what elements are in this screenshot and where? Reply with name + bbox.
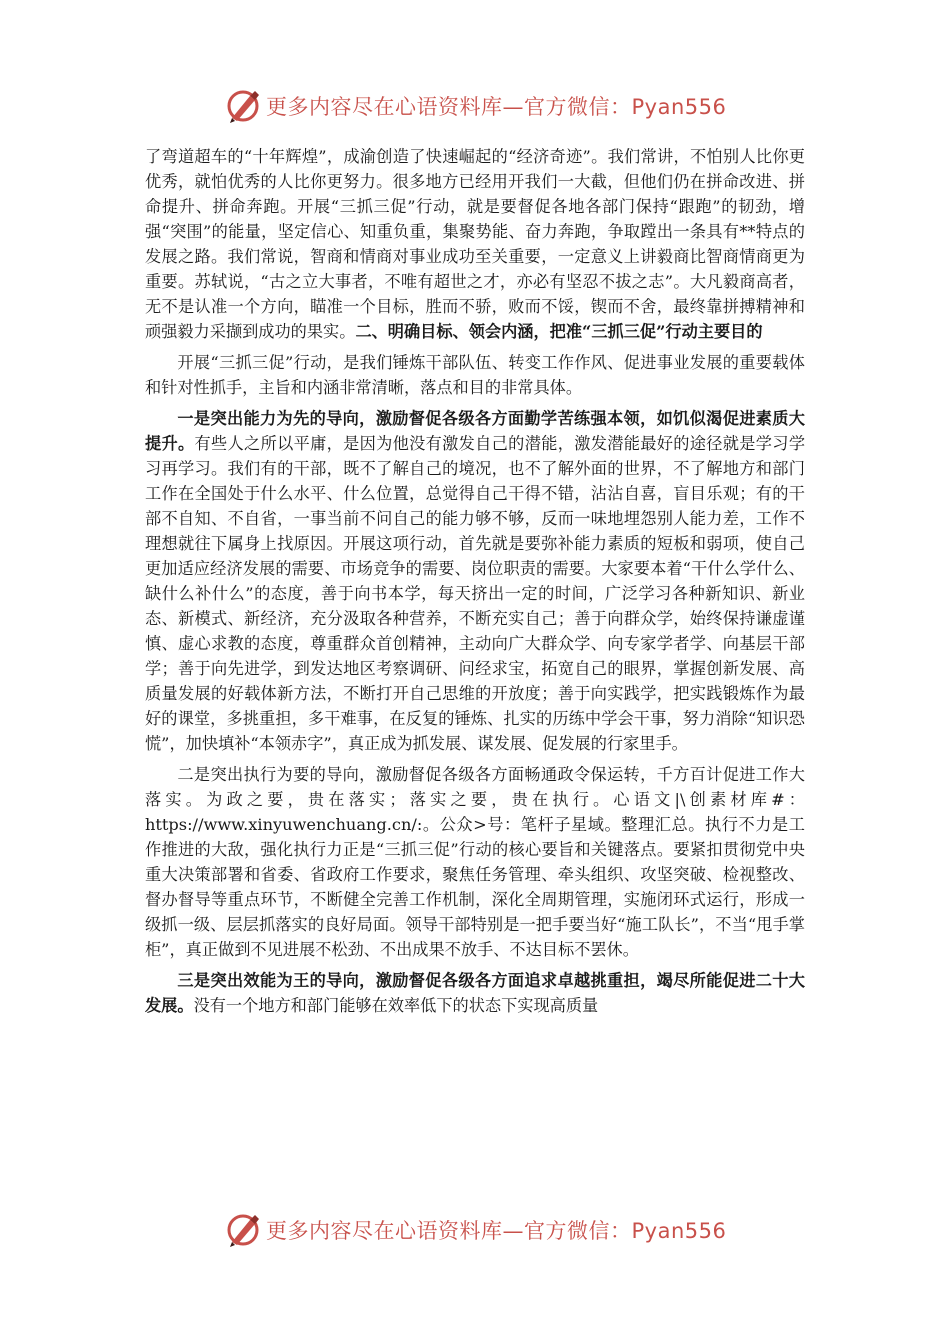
document-body (145, 144, 805, 1024)
footer-banner (0, 1208, 950, 1252)
paragraph-1 (145, 144, 805, 344)
banner-text: 更多内容尽在心语资料库—官方微信：Pyan556 (266, 95, 727, 119)
point-1-heading: 一是突出能力为先的导向，激励督促各级各方面勤学苦练强本领，如饥似渴促进素质大提升。 (145, 409, 805, 453)
paragraph-2: 开展“三抓三促”行动，是我们锤炼干部队伍、转变工作作风、促进事业发展的重要载体和针对性抓手，主旨和内涵非常清晰，落点和目的非常具体。 (145, 353, 805, 397)
header-banner (0, 84, 950, 128)
paragraph-4: 二是突出执行为要的导向，激励督促各级各方面畅通政令保运转，千方百计促进工作大落实。为政之要，贵在落实；落实之要，贵在执行。心语文|\创素材库#：https://www.xinyuwenchuang.cn/:。公众>号：笔杆子星域。整理汇总。执行不力是工作推进的大敌，强化执行力正是“三抓三促”行动的核心要旨和关键落点。要紧扣贯彻党中央重大决策部署和省委、省政府工作要求，聚焦任务管理、牵头组织、攻坚突破、检视整改、督办督导等重点环节，不断健全完善工作机制，深化全周期管理，实施闭环式运行，形成一级抓一级、层层抓落实的良好局面。领导干部特别是一把手要当好“施工队长”，不当“甩手掌柜”，真正做到不见进展不松劲、不出成果不放手、不达目标不罢休。 (145, 765, 805, 959)
paragraph-3-text: 有些人之所以平庸，是因为他没有激发自己的潜能，激发潜能最好的途径就是学习学习再学习。我们有的干部，既不了解自己的境况，也不了解外面的世界，不了解地方和部门工作在全国处于什么水平、什么位置，总觉得自己干得不错，沾沾自喜，盲目乐观；有的干部不自知、不自省，一事当前不问自己的能力够不够，反而一味地埋怨别人能力差，工作不理想就往下属身上找原因。开展这项行动，首先就是要弥补能力素质的短板和弱项，使自己更加适应经济发展的需要、市场竞争的需要、岗位职责的需要。大家要本着“干什么学什么、缺什么补什么”的态度，善于向书本学，每天挤出一定的时间，广泛学习各种新知识、新业态、新模式、新经济，充分汲取各种营养，不断充实自己；善于向群众学，始终保持谦虚谨慎、虚心求教的态度，尊重群众首创精神，主动向广大群众学、向专家学者学、向基层干部学；善于向先进学，到发达地区考察调研、问经求宝，拓宽自己的眼界，掌握创新发展、高质量发展的好载体新方法，不断打开自己思维的开放度；善于向实践学，把实践锻炼作为最好的课堂，多挑重担，多干难事，在反复的锤炼、扎实的历练中学会干事，努力消除“知识恐慌”，加快填补“本领赤字”，真正成为抓发展、谋发展、促发展的行家里手。 (145, 434, 806, 753)
paragraph-5-text: 没有一个地方和部门能够在效率低下的状态下实现高质量 (193, 996, 599, 1015)
pen-logo-icon (226, 1212, 262, 1248)
point-3-heading: 三是突出效能为王的导向，激励督促各级各方面追求卓越挑重担，竭尽所能促进二十大发展。 (145, 971, 805, 1015)
pen-logo-icon (226, 88, 262, 124)
section-heading-2: 二、明确目标、领会内涵，把准“三抓三促”行动主要目的 (355, 322, 763, 341)
banner-text: 更多内容尽在心语资料库—官方微信：Pyan556 (266, 1219, 727, 1243)
paragraph-1-text: 了弯道超车的“十年辉煌”，成渝创造了快速崛起的“经济奇迹”。我们常讲，不怕别人比你更优秀，就怕优秀的人比你更努力。很多地方已经用开我们一大截，但他们仍在拼命改进、拼命提升、拼命奔跑。开展“三抓三促”行动，就是要督促各地各部门保持“跟跑”的韧劲，增强“突围”的能量，坚定信心、知重负重，集聚势能、奋力奔跑，争取蹚出一条具有**特点的发展之路。我们常说，智商和情商对事业成功至关重要，一定意义上讲毅商比智商情商更为重要。苏轼说，“古之立大事者，不唯有超世之才，亦必有坚忍不拔之志”。大凡毅商高者，无不是认准一个方向，瞄准一个目标，胜而不骄，败而不馁，锲而不舍，最终靠拼搏精神和顽强毅力采撷到成功的果实。 (145, 147, 805, 341)
paragraph-3 (145, 406, 805, 756)
paragraph-5 (145, 968, 805, 1018)
